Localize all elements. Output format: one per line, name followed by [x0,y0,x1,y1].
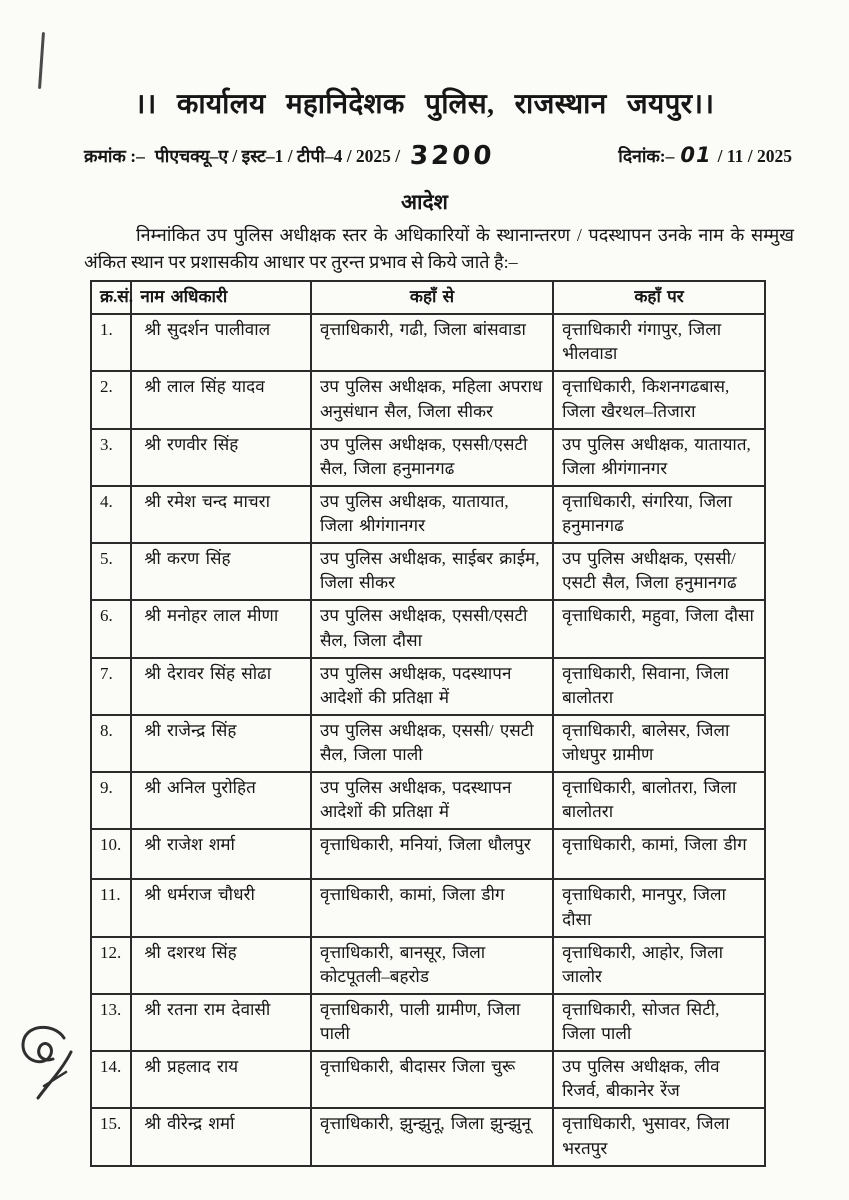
ref-label: क्रमांक :– [84,146,145,166]
cell-to: वृत्ताधिकारी, मानपुर, जिला दौसा [553,879,765,936]
office-title: ।। कार्यालय महानिदेशक पुलिस, राजस्थान जयपुर।। [134,89,715,120]
table-header-row [91,281,765,314]
cell-name: श्री राजेन्द्र सिंह [131,715,311,772]
table-row [91,937,765,994]
cell-from: वृत्ताधिकारी, झुन्झुनू, जिला झुन्झुनू [311,1108,553,1165]
header-officer-name: नाम अधिकारी [131,281,311,314]
cell-name: श्री सुदर्शन पालीवाल [131,314,311,371]
cell-from: वृत्ताधिकारी, गढी, जिला बांसवाडा [311,314,553,371]
table-row [91,314,765,371]
transfer-table [90,280,766,1167]
cell-to: वृत्ताधिकारी, आहोर, जिला जालोर [553,937,765,994]
cell-from: वृत्ताधिकारी, बानसूर, जिला कोटपूतली–बहरोड [311,937,553,994]
cell-to: वृत्ताधिकारी, भुसावर, जिला भरतपुर [553,1108,765,1165]
cell-from: वृत्ताधिकारी, बीदासर जिला चुरू [311,1051,553,1108]
header-from-posting: कहाँ से [311,281,553,314]
cell-sno: 10. [91,829,131,879]
cell-from: उप पुलिस अधीक्षक, एससी/एसटी सैल, जिला दौसा [311,600,553,657]
cell-to: वृत्ताधिकारी, बालोतरा, जिला बालोतरा [553,772,765,829]
cell-from: उप पुलिस अधीक्षक, पदस्थापन आदेशों की प्रतिक्षा में [311,658,553,715]
cell-from: उप पुलिस अधीक्षक, एससी/ एसटी सैल, जिला पाली [311,715,553,772]
cell-to: वृत्ताधिकारी, सोजत सिटी, जिला पाली [553,994,765,1051]
cell-from: वृत्ताधिकारी, कामां, जिला डीग [311,879,553,936]
signature-scribble [8,1020,88,1110]
cell-to: वृत्ताधिकारी, सिवाना, जिला बालोतरा [553,658,765,715]
cell-sno: 5. [91,543,131,600]
table-row [91,543,765,600]
cell-name: श्री अनिल पुरोहित [131,772,311,829]
cell-sno: 1. [91,314,131,371]
pen-stroke-mark [38,32,45,89]
ref-number-printed: पीएचक्यू–ए / इस्ट–1 / टीपी–4 / 2025 / [154,146,401,166]
table-row [91,715,765,772]
cell-sno: 7. [91,658,131,715]
cell-name: श्री वीरेन्द्र शर्मा [131,1108,311,1165]
cell-sno: 12. [91,937,131,994]
cell-name: श्री धर्मराज चौधरी [131,879,311,936]
table-row [91,371,765,428]
cell-name: श्री करण सिंह [131,543,311,600]
cell-from: उप पुलिस अधीक्षक, यातायात, जिला श्रीगंगानगर [311,486,553,543]
cell-from: उप पुलिस अधीक्षक, एससी/एसटी सैल, जिला हनुमानगढ [311,429,553,486]
reference-number [84,139,495,169]
cell-to: वृत्ताधिकारी गंगापुर, जिला भीलवाडा [553,314,765,371]
cell-sno: 14. [91,1051,131,1108]
date-rest: / 11 / 2025 [717,146,792,166]
cell-sno: 15. [91,1108,131,1165]
table-row [91,879,765,936]
cell-to: उप पुलिस अधीक्षक, एससी/एसटी सैल, जिला हनुमानगढ [553,543,765,600]
cell-from: उप पुलिस अधीक्षक, साईबर क्राईम, जिला सीकर [311,543,553,600]
cell-sno: 8. [91,715,131,772]
cell-sno: 3. [91,429,131,486]
order-heading: आदेश [401,190,448,214]
cell-from: उप पुलिस अधीक्षक, पदस्थापन आदेशों की प्रतिक्षा में [311,772,553,829]
cell-to: वृत्ताधिकारी, बालेसर, जिला जोधपुर ग्रामीण [553,715,765,772]
cell-to: उप पुलिस अधीक्षक, लीव रिजर्व, बीकानेर रेंज [553,1051,765,1108]
table-row [91,1051,765,1108]
table-row [91,994,765,1051]
cell-from: उप पुलिस अधीक्षक, महिला अपराध अनुसंधान सैल, जिला सीकर [311,371,553,428]
cell-name: श्री लाल सिंह यादव [131,371,311,428]
cell-from: वृत्ताधिकारी, पाली ग्रामीण, जिला पाली [311,994,553,1051]
cell-name: श्री प्रहलाद राय [131,1051,311,1108]
cell-name: श्री रणवीर सिंह [131,429,311,486]
table-row [91,658,765,715]
cell-to: उप पुलिस अधीक्षक, यातायात, जिला श्रीगंगानगर [553,429,765,486]
reference-line [84,139,792,169]
date-day-handwritten: 01 [680,143,712,167]
cell-name: श्री देरावर सिंह सोढा [131,658,311,715]
date-label: दिनांक:– [618,146,675,166]
cell-to: वृत्ताधिकारी, महुवा, जिला दौसा [553,600,765,657]
cell-from: वृत्ताधिकारी, मनियां, जिला धौलपुर [311,829,553,879]
table-row [91,829,765,879]
cell-to: वृत्ताधिकारी, कामां, जिला डीग [553,829,765,879]
ref-number-handwritten: 3200 [409,141,496,171]
header-to-posting: कहाँ पर [553,281,765,314]
cell-name: श्री राजेश शर्मा [131,829,311,879]
table-row [91,1108,765,1165]
cell-sno: 13. [91,994,131,1051]
cell-to: वृत्ताधिकारी, संगरिया, जिला हनुमानगढ [553,486,765,543]
order-intro-paragraph: निम्नांकित उप पुलिस अधीक्षक स्तर के अधिकारियों के स्थानान्तरण / पदस्थापन उनके नाम के सम्मुख अंकित स्थान पर प्रशासकीय आधार पर तुरन्त प्रभाव से किये जाते है:– [84,225,794,272]
cell-name: श्री दशरथ सिंह [131,937,311,994]
date-field [618,143,792,168]
cell-name: श्री रतना राम देवासी [131,994,311,1051]
table-row [91,600,765,657]
cell-sno: 4. [91,486,131,543]
cell-sno: 9. [91,772,131,829]
cell-name: श्री मनोहर लाल मीणा [131,600,311,657]
cell-sno: 11. [91,879,131,936]
cell-name: श्री रमेश चन्द माचरा [131,486,311,543]
header-serial-no: क्र.सं. [91,281,131,314]
cell-sno: 2. [91,371,131,428]
table-row [91,486,765,543]
table-row [91,429,765,486]
table-row [91,772,765,829]
cell-to: वृत्ताधिकारी, किशनगढबास, जिला खैरथल–तिजारा [553,371,765,428]
transfer-table-body [91,314,765,1166]
cell-sno: 6. [91,600,131,657]
